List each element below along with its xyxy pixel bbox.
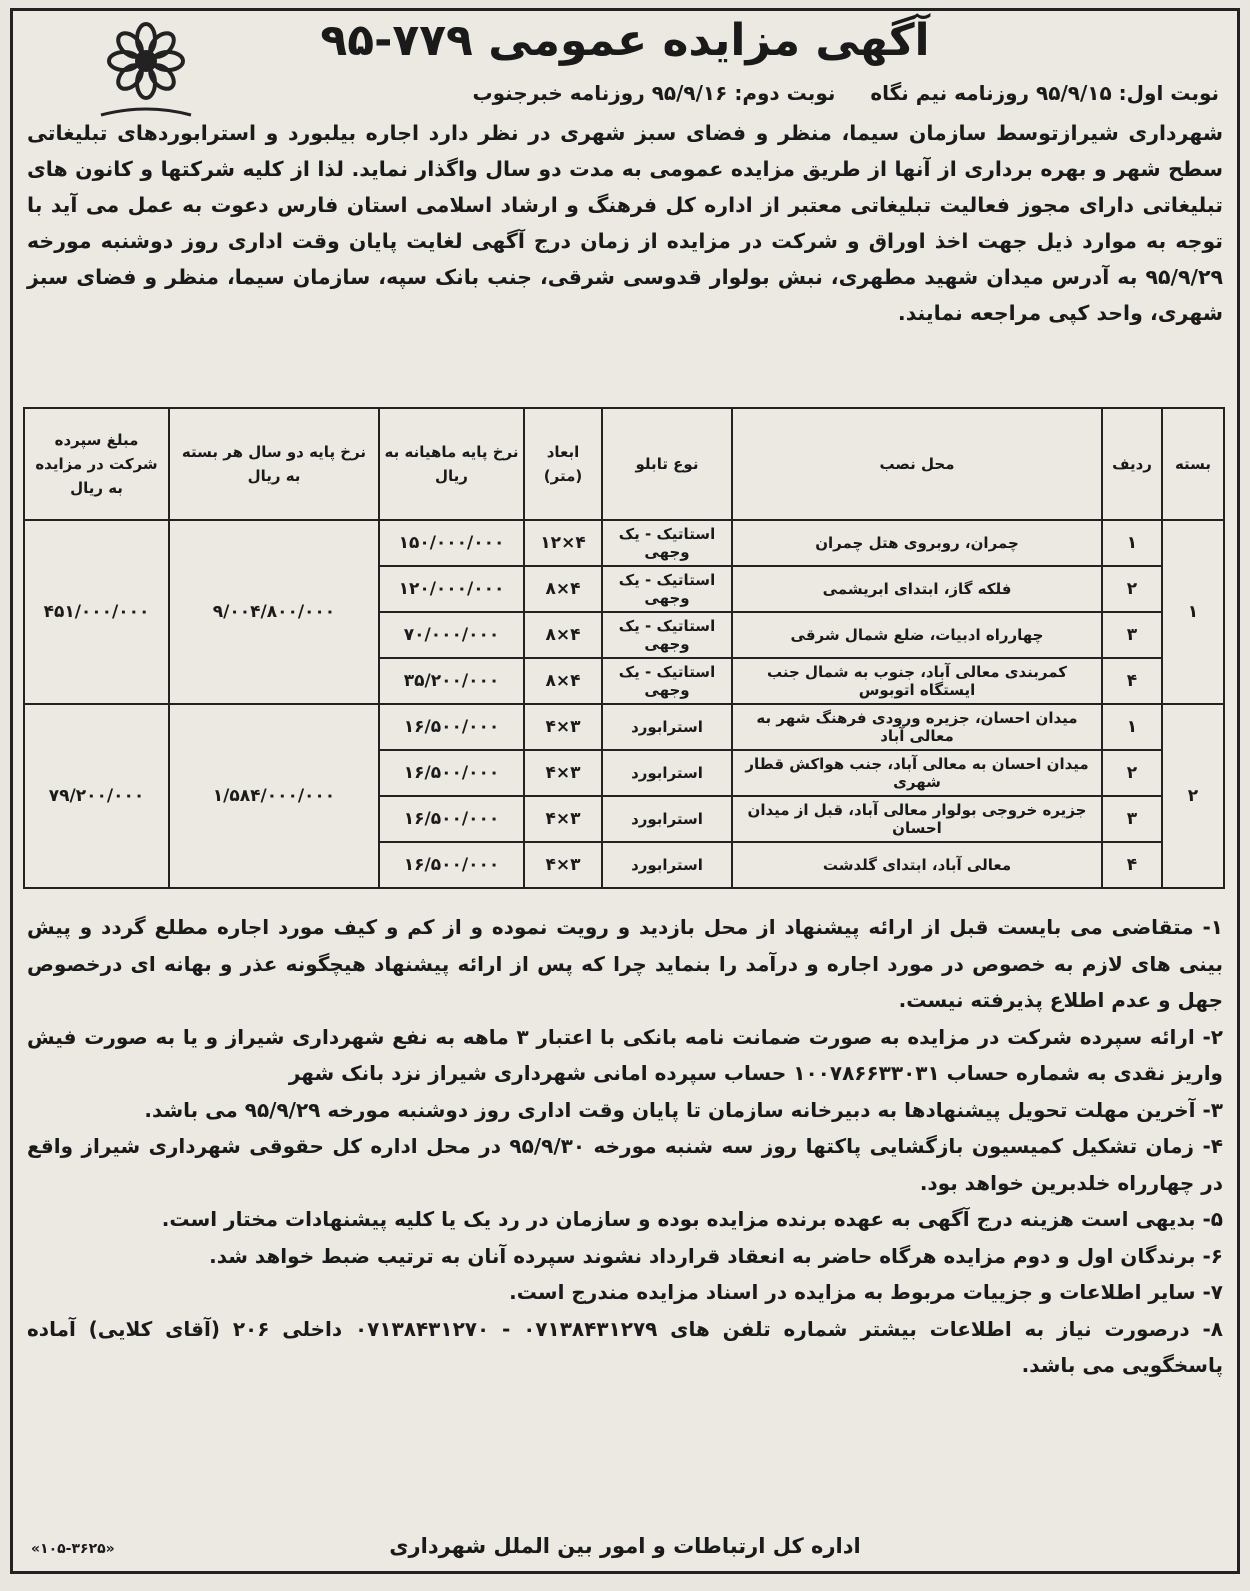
- publication-turns: [445, 81, 1219, 105]
- ad-code: «۱۰۵-۳۶۲۵»: [31, 1541, 115, 1557]
- header-package: بسته: [1162, 408, 1224, 520]
- two-year-cell: ۱/۵۸۴/۰۰۰/۰۰۰: [169, 704, 379, 888]
- issuer-signature: اداره کل ارتباطات و امور بین الملل شهرداری: [389, 1534, 861, 1558]
- table-row: [24, 704, 1224, 750]
- condition-item: ۴- زمان تشکیل کمیسیون بازگشایی پاکتها روز سه شنبه مورخه ۹۵/۹/۳۰ در محل اداره کل حقوقی شهرداری شیراز واقع در چهارراه خلدبرین خواهد بود.: [27, 1134, 1223, 1195]
- location-cell: کمربندی معالی آباد، جنوب به شمال جنب ایستگاه اتوبوس: [732, 658, 1102, 704]
- header-type: نوع تابلو: [602, 408, 732, 520]
- row-cell: ۴: [1102, 658, 1162, 704]
- monthly-cell: ۱۶/۵۰۰/۰۰۰: [379, 750, 524, 796]
- condition-item: ۸- درصورت نیاز به اطلاعات بیشتر شماره تلفن های ۰۷۱۳۸۴۳۱۲۷۹ - ۰۷۱۳۸۴۳۱۲۷۰ داخلی ۲۰۶ (آقای کلایی) آماده پاسخگویی می باشد.: [27, 1316, 1224, 1377]
- condition-item: ۳- آخرین مهلت تحویل پیشنهادها به دبیرخانه سازمان تا پایان وقت اداری روز دوشنبه مورخه ۹۵/۹/۲۹ می باشد.: [144, 1097, 1223, 1122]
- header-dims: ابعاد (متر): [524, 408, 602, 520]
- package-cell: ۲: [1162, 704, 1224, 888]
- monthly-cell: ۱۶/۵۰۰/۰۰۰: [379, 842, 524, 888]
- deposit-cell: ۴۵۱/۰۰۰/۰۰۰: [24, 520, 169, 704]
- row-cell: ۱: [1102, 704, 1162, 750]
- row-cell: ۳: [1102, 612, 1162, 658]
- monthly-cell: ۷۰/۰۰۰/۰۰۰: [379, 612, 524, 658]
- dims-cell: ۳×۴: [524, 842, 602, 888]
- header-location: محل نصب: [732, 408, 1102, 520]
- condition-item: ۱- متقاضی می بایست قبل از ارائه پیشنهاد از محل بازدید و رویت نموده و از کم و کیف مورد اجاره مطلع گردد و پیش بینی های لازم به خصوص در مورد اجاره و درآمد را بنماید چرا که پس از ارائه پیشنهاد هیچگونه عذر و بهانه ای درخصوص جهل و عدم اطلاع پذیرفته نیست.: [27, 915, 1223, 1012]
- location-cell: فلکه گاز، ابتدای ابریشمی: [732, 566, 1102, 612]
- monthly-cell: ۱۵۰/۰۰۰/۰۰۰: [379, 520, 524, 566]
- header-two-year: نرخ پایه دو سال هر بسته به ریال: [169, 408, 379, 520]
- condition-item: ۶- برندگان اول و دوم مزایده هرگاه حاضر به انعقاد قرارداد نشوند سپرده آنان به ترتیب ضبط خواهد شد.: [209, 1243, 1223, 1268]
- conditions-list: [27, 909, 1223, 1384]
- monthly-cell: ۳۵/۲۰۰/۰۰۰: [379, 658, 524, 704]
- location-cell: معالی آباد، ابتدای گلدشت: [732, 842, 1102, 888]
- location-cell: چهارراه ادبیات، ضلع شمال شرقی: [732, 612, 1102, 658]
- type-cell: استرابورد: [602, 842, 732, 888]
- condition-item: ۷- سایر اطلاعات و جزییات مربوط به مزایده در اسناد مزایده مندرج است.: [509, 1280, 1223, 1304]
- dims-cell: ۴×۱۲: [524, 520, 602, 566]
- monthly-cell: ۱۲۰/۰۰۰/۰۰۰: [379, 566, 524, 612]
- monthly-cell: ۱۶/۵۰۰/۰۰۰: [379, 704, 524, 750]
- title-text: آگهی مزایده عمومی ۷۷۹-۹۵: [320, 15, 930, 66]
- deposit-cell: ۷۹/۲۰۰/۰۰۰: [24, 704, 169, 888]
- header-deposit: مبلغ سپرده شرکت در مزایده به ریال: [24, 408, 169, 520]
- package-cell: ۱: [1162, 520, 1224, 704]
- row-cell: ۲: [1102, 750, 1162, 796]
- dims-cell: ۳×۴: [524, 750, 602, 796]
- dims-cell: ۴×۸: [524, 612, 602, 658]
- type-cell: استرابورد: [602, 750, 732, 796]
- row-cell: ۴: [1102, 842, 1162, 888]
- table-header-row: [24, 408, 1224, 520]
- header-row: ردیف: [1102, 408, 1162, 520]
- location-cell: چمران، روبروی هتل چمران: [732, 520, 1102, 566]
- condition-item: ۲- ارائه سپرده شرکت در مزایده به صورت ضمانت نامه بانکی با اعتبار ۳ ماهه به نفع شهرداری شیراز و یا به صورت فیش واریز نقدی به شماره حساب ۱۰۰۷۸۶۶۳۳۰۳۱ حساب سپرده امانی شهرداری شیراز نزد بانک شهر: [27, 1024, 1223, 1085]
- monthly-cell: ۱۶/۵۰۰/۰۰۰: [379, 796, 524, 842]
- location-cell: میدان احسان، جزیره ورودی فرهنگ شهر به معالی آباد: [732, 704, 1102, 750]
- second-turn: نوبت دوم: ۹۵/۹/۱۶ روزنامه خبرجنوب: [472, 81, 836, 105]
- type-cell: استرابورد: [602, 796, 732, 842]
- page-title: [13, 15, 1237, 66]
- location-cell: جزیره خروجی بولوار معالی آباد، قبل از میدان احسان: [732, 796, 1102, 842]
- first-turn: نوبت اول: ۹۵/۹/۱۵ روزنامه نیم نگاه: [870, 81, 1219, 105]
- row-cell: ۳: [1102, 796, 1162, 842]
- row-cell: ۱: [1102, 520, 1162, 566]
- dims-cell: ۴×۸: [524, 566, 602, 612]
- row-cell: ۲: [1102, 566, 1162, 612]
- type-cell: استرابورد: [602, 704, 732, 750]
- table-row: [24, 520, 1224, 566]
- dims-cell: ۴×۸: [524, 658, 602, 704]
- two-year-cell: ۹/۰۰۴/۸۰۰/۰۰۰: [169, 520, 379, 704]
- billboard-table: [23, 407, 1225, 889]
- type-cell: استاتیک - یک وجهی: [602, 566, 732, 612]
- advertisement-page: [10, 8, 1240, 1574]
- header-monthly: نرخ پایه ماهیانه به ریال: [379, 408, 524, 520]
- location-cell: میدان احسان به معالی آباد، جنب هواکش قطار شهری: [732, 750, 1102, 796]
- type-cell: استاتیک - یک وجهی: [602, 520, 732, 566]
- dims-cell: ۳×۴: [524, 796, 602, 842]
- type-cell: استاتیک - یک وجهی: [602, 612, 732, 658]
- dims-cell: ۳×۴: [524, 704, 602, 750]
- intro-paragraph: شهرداری شیرازتوسط سازمان سیما، منظر و فضای سبز شهری در نظر دارد اجاره بیلبورد و استرابوردهای تبلیغاتی سطح شهر و بهره برداری از آنها از طریق مزایده عمومی به مدت دو سال واگذار نماید. لذا از کلیه شرکتها و کانون های تبلیغاتی دارای مجوز فعالیت تبلیغاتی معتبر از اداره کل فرهنگ و ارشاد اسلامی استان فارس دعوت به عمل می آید با توجه به موارد ذیل جهت اخذ اوراق و شرکت در مزایده از زمان درج آگهی لغایت پایان وقت اداری روز دوشنبه مورخه ۹۵/۹/۲۹ به آدرس میدان شهید مطهری، نبش بولوار قدوسی شرقی، جنب بانک سپه، سازمان سیما، منظر و فضای سبز شهری، واحد کپی مراجعه نمایند.: [27, 121, 1223, 325]
- type-cell: استاتیک - یک وجهی: [602, 658, 732, 704]
- condition-item: ۵- بدیهی است هزینه درج آگهی به عهده برنده مزایده بوده و سازمان در رد یک یا کلیه پیشنهادات مختار است.: [161, 1207, 1223, 1231]
